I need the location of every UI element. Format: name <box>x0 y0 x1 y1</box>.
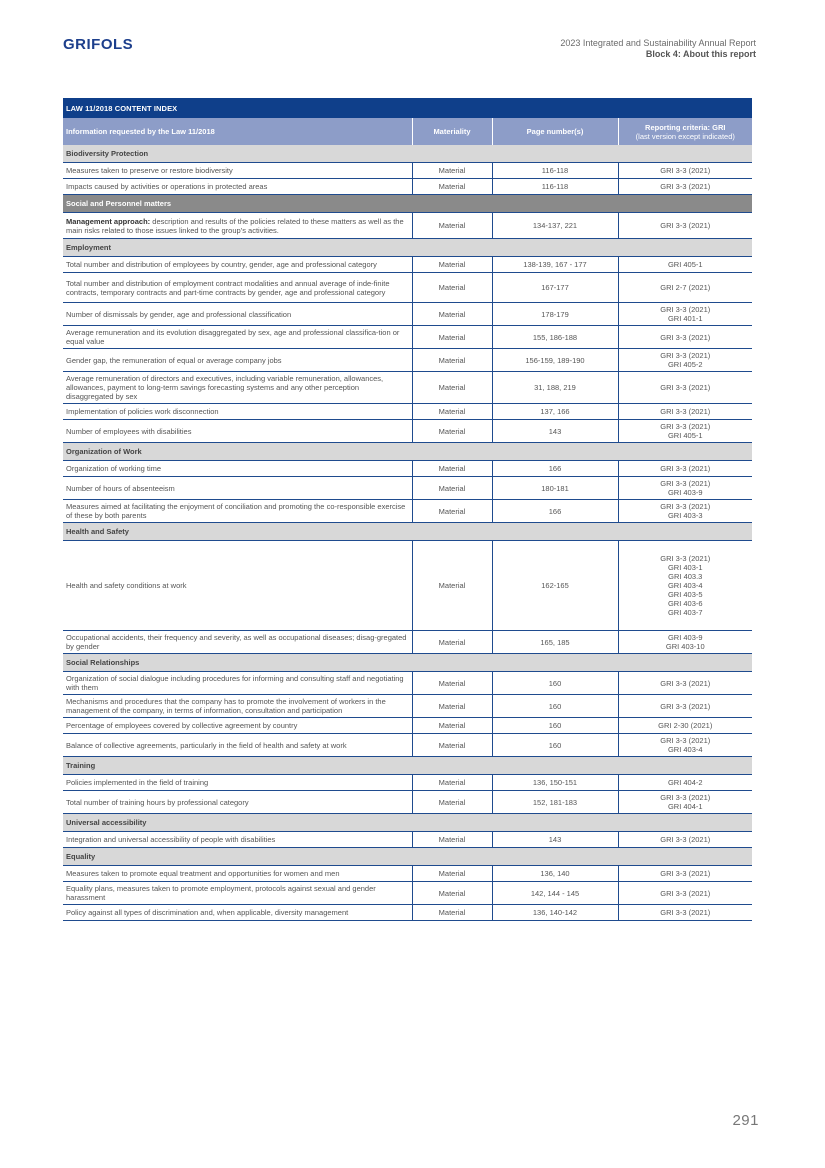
criteria-item: GRI 3-3 (2021) <box>660 835 711 844</box>
table-row <box>63 734 752 757</box>
info-text: Organization of working time <box>66 464 162 473</box>
section-title: Equality <box>63 848 752 866</box>
criteria-item: GRI 403-3 <box>667 511 703 520</box>
cell-materiality: Material <box>412 500 492 523</box>
criteria-item: GRI 403-7 <box>667 608 703 617</box>
info-text: Policies implemented in the field of training <box>66 778 209 787</box>
info-text: Implementation of policies work disconnection <box>66 407 219 416</box>
cell-criteria <box>618 882 752 905</box>
table-row <box>63 326 752 349</box>
criteria-item: GRI 403.3 <box>668 572 703 581</box>
cell-criteria <box>618 273 752 303</box>
criteria-item: GRI 403-5 <box>667 590 703 599</box>
info-text: Total number and distribution of employees by country, gender, age and professional category <box>66 260 377 269</box>
info-bold-label: Management approach: <box>66 216 151 226</box>
cell-info <box>63 213 412 239</box>
criteria-item: GRI 404-2 <box>667 778 703 787</box>
cell-pages: 160 <box>492 718 618 734</box>
col-header-criteria <box>618 118 752 145</box>
criteria-item: GRI 3-3 (2021) <box>660 678 711 688</box>
cell-materiality: Material <box>412 832 492 848</box>
section-header <box>63 654 752 672</box>
section-title: Social Relationships <box>63 654 752 672</box>
cell-criteria <box>618 541 752 631</box>
col-header-pages: Page number(s) <box>492 118 618 145</box>
cell-info <box>63 372 412 404</box>
info-text: Integration and universal accessibility of people with disabilities <box>66 835 276 844</box>
criteria-item: GRI 3-3 (2021) <box>660 888 711 898</box>
criteria-item: GRI 3-3 (2021) <box>660 351 711 360</box>
cell-info <box>63 866 412 882</box>
criteria-item: GRI 403-4 <box>667 745 703 754</box>
table-row <box>63 179 752 195</box>
cell-criteria <box>618 213 752 239</box>
info-text: Policy against all types of discrimination and, when applicable, diversity management <box>66 908 349 917</box>
cell-pages: 143 <box>492 420 618 443</box>
cell-criteria <box>618 500 752 523</box>
cell-materiality: Material <box>412 631 492 654</box>
cell-info <box>63 303 412 326</box>
info-text: Mechanisms and procedures that the company has to promote the involvement of workers in the management of the company, in terms of information, consultation and participation <box>66 697 386 715</box>
cell-info <box>63 718 412 734</box>
cell-info <box>63 775 412 791</box>
section-header <box>63 848 752 866</box>
cell-pages: 166 <box>492 461 618 477</box>
cell-criteria <box>618 163 752 179</box>
cell-criteria <box>618 695 752 718</box>
table-row <box>63 832 752 848</box>
cell-info <box>63 832 412 848</box>
cell-info <box>63 273 412 303</box>
criteria-item: GRI 3-3 (2021) <box>660 166 711 175</box>
info-text: Impacts caused by activities or operations in protected areas <box>66 182 268 191</box>
cell-criteria <box>618 326 752 349</box>
section-title: Biodiversity Protection <box>63 145 752 163</box>
info-text: description and results of the policies related to these matters as well as the main risks related to those issues linked to the group’s activities. <box>66 216 404 235</box>
table-row <box>63 718 752 734</box>
cell-criteria <box>618 257 752 273</box>
section-title: Training <box>63 757 752 775</box>
cell-criteria <box>618 866 752 882</box>
cell-info <box>63 882 412 905</box>
criteria-item: GRI 403-6 <box>667 599 703 608</box>
section-header <box>63 523 752 541</box>
table-row <box>63 672 752 695</box>
cell-pages: 167-177 <box>492 273 618 303</box>
cell-criteria <box>618 179 752 195</box>
info-text: Percentage of employees covered by collective agreement by country <box>66 721 298 730</box>
page-number: 291 <box>732 1112 759 1129</box>
table-row <box>63 905 752 921</box>
table-row <box>63 541 752 631</box>
cell-materiality: Material <box>412 372 492 404</box>
table-row <box>63 420 752 443</box>
cell-pages: 160 <box>492 695 618 718</box>
cell-pages: 138-139, 167 - 177 <box>492 257 618 273</box>
criteria-item: GRI 3-3 (2021) <box>660 793 711 802</box>
criteria-item: GRI 3-3 (2021) <box>660 554 711 563</box>
cell-info <box>63 477 412 500</box>
cell-criteria <box>618 404 752 420</box>
criteria-item: GRI 3-3 (2021) <box>660 383 711 392</box>
info-text: Organization of social dialogue including procedures for informing and consulting staff and negotiating with them <box>66 674 404 692</box>
table-row <box>63 866 752 882</box>
section-title: Social and Personnel matters <box>63 195 752 213</box>
cell-pages: 155, 186-188 <box>492 326 618 349</box>
cell-materiality: Material <box>412 791 492 814</box>
cell-info <box>63 420 412 443</box>
cell-info <box>63 631 412 654</box>
section-header <box>63 145 752 163</box>
criteria-item: GRI 3-3 (2021) <box>660 701 711 711</box>
table-row <box>63 791 752 814</box>
section-title: Employment <box>63 239 752 257</box>
cell-materiality: Material <box>412 541 492 631</box>
table-title: LAW 11/2018 CONTENT INDEX <box>63 98 752 118</box>
cell-info <box>63 404 412 420</box>
cell-criteria <box>618 477 752 500</box>
cell-materiality: Material <box>412 477 492 500</box>
cell-criteria <box>618 303 752 326</box>
cell-criteria <box>618 718 752 734</box>
criteria-item: GRI 3-3 (2021) <box>660 464 711 473</box>
criteria-item: GRI 3-3 (2021) <box>660 869 711 878</box>
cell-info <box>63 500 412 523</box>
cell-pages: 178-179 <box>492 303 618 326</box>
cell-materiality: Material <box>412 734 492 757</box>
criteria-item: GRI 403-9 <box>667 633 703 642</box>
cell-info <box>63 349 412 372</box>
criteria-item: GRI 401-1 <box>667 314 703 323</box>
criteria-item: GRI 3-3 (2021) <box>660 221 711 230</box>
cell-pages: 136, 140 <box>492 866 618 882</box>
cell-info <box>63 461 412 477</box>
section-title: Universal accessibility <box>63 814 752 832</box>
cell-pages: 162-165 <box>492 541 618 631</box>
cell-materiality: Material <box>412 163 492 179</box>
cell-materiality: Material <box>412 695 492 718</box>
criteria-item: GRI 403-4 <box>667 581 703 590</box>
cell-materiality: Material <box>412 326 492 349</box>
criteria-item: GRI 405-2 <box>667 360 703 369</box>
cell-pages: 156-159, 189-190 <box>492 349 618 372</box>
report-header <box>560 38 756 60</box>
cell-criteria <box>618 734 752 757</box>
table-row <box>63 695 752 718</box>
cell-pages: 116-118 <box>492 179 618 195</box>
info-text: Measures taken to preserve or restore biodiversity <box>66 166 233 175</box>
table-row <box>63 349 752 372</box>
cell-info <box>63 257 412 273</box>
info-text: Gender gap, the remuneration of equal or average company jobs <box>66 355 282 365</box>
criteria-item: GRI 403-10 <box>665 642 705 651</box>
table-row <box>63 257 752 273</box>
section-header <box>63 814 752 832</box>
table-body <box>63 145 752 921</box>
criteria-item: GRI 405-1 <box>667 431 703 440</box>
cell-pages: 165, 185 <box>492 631 618 654</box>
cell-info <box>63 541 412 631</box>
info-text: Average remuneration of directors and executives, including variable remuneration, allowances, allowances, payment to long-term savings forecasting systems and any other perception disaggregated by sex <box>66 374 384 401</box>
info-text: Occupational accidents, their frequency and severity, as well as occupational diseases; disag-gregated by gender <box>66 633 407 651</box>
cell-materiality: Material <box>412 420 492 443</box>
cell-materiality: Material <box>412 257 492 273</box>
cell-materiality: Material <box>412 404 492 420</box>
table-row <box>63 477 752 500</box>
cell-pages: 134-137, 221 <box>492 213 618 239</box>
section-header <box>63 239 752 257</box>
section-title: Organization of Work <box>63 443 752 461</box>
table-row <box>63 631 752 654</box>
table-row <box>63 461 752 477</box>
criteria-item: GRI 405-1 <box>667 260 703 269</box>
criteria-item: GRI 404-1 <box>667 802 703 811</box>
law-content-index-table <box>63 98 752 921</box>
cell-info <box>63 905 412 921</box>
cell-pages: 31, 188, 219 <box>492 372 618 404</box>
criteria-item: GRI 3-3 (2021) <box>660 736 711 745</box>
criteria-item: GRI 3-3 (2021) <box>660 305 711 314</box>
criteria-item: GRI 3-3 (2021) <box>660 502 711 511</box>
cell-info <box>63 734 412 757</box>
block-title: Block 4: About this report <box>645 49 756 59</box>
cell-pages: 136, 140-142 <box>492 905 618 921</box>
table-row <box>63 404 752 420</box>
cell-criteria <box>618 672 752 695</box>
cell-materiality: Material <box>412 866 492 882</box>
criteria-item: GRI 2-7 (2021) <box>660 283 711 292</box>
info-text: Average remuneration and its evolution disaggregated by sex, age and professional classifica-tion or equal value <box>66 328 400 346</box>
info-text: Measures aimed at facilitating the enjoyment of conciliation and promoting the co-responsible exercise of these by both parents <box>66 502 406 520</box>
cell-materiality: Material <box>412 349 492 372</box>
cell-materiality: Material <box>412 905 492 921</box>
criteria-item: GRI 3-3 (2021) <box>660 908 711 917</box>
info-text: Number of dismissals by gender, age and professional classification <box>66 309 292 319</box>
info-text: Total number of training hours by professional category <box>66 797 249 807</box>
cell-pages: 180-181 <box>492 477 618 500</box>
report-title: 2023 Integrated and Sustainability Annual Report <box>560 38 756 48</box>
table-row <box>63 273 752 303</box>
criteria-header-label: Reporting criteria: GRI <box>645 122 726 132</box>
cell-pages: 160 <box>492 734 618 757</box>
info-text: Health and safety conditions at work <box>66 581 187 590</box>
table-row <box>63 882 752 905</box>
cell-criteria <box>618 372 752 404</box>
cell-criteria <box>618 905 752 921</box>
cell-materiality: Material <box>412 882 492 905</box>
cell-materiality: Material <box>412 461 492 477</box>
criteria-header-sub: (last version except indicated) <box>635 131 735 141</box>
cell-materiality: Material <box>412 179 492 195</box>
section-header <box>63 757 752 775</box>
cell-info <box>63 791 412 814</box>
cell-criteria <box>618 775 752 791</box>
cell-info <box>63 695 412 718</box>
cell-pages: 142, 144 - 145 <box>492 882 618 905</box>
cell-materiality: Material <box>412 303 492 326</box>
table-row <box>63 372 752 404</box>
cell-materiality: Material <box>412 273 492 303</box>
cell-info <box>63 163 412 179</box>
criteria-item: GRI 403-9 <box>667 488 703 497</box>
criteria-item: GRI 3-3 (2021) <box>660 479 711 488</box>
info-text: Measures taken to promote equal treatment and opportunities for women and men <box>66 869 340 878</box>
cell-info <box>63 179 412 195</box>
table-row <box>63 775 752 791</box>
col-header-info: Information requested by the Law 11/2018 <box>63 118 412 145</box>
cell-materiality: Material <box>412 775 492 791</box>
table-row <box>63 303 752 326</box>
cell-info <box>63 672 412 695</box>
cell-criteria <box>618 461 752 477</box>
cell-criteria <box>618 349 752 372</box>
criteria-item: GRI 3-3 (2021) <box>660 182 711 191</box>
cell-criteria <box>618 791 752 814</box>
section-header <box>63 443 752 461</box>
cell-criteria <box>618 420 752 443</box>
criteria-item: GRI 2-30 (2021) <box>658 721 713 730</box>
cell-pages: 136, 150-151 <box>492 775 618 791</box>
col-header-materiality: Materiality <box>412 118 492 145</box>
cell-pages: 152, 181-183 <box>492 791 618 814</box>
cell-pages: 166 <box>492 500 618 523</box>
cell-pages: 137, 166 <box>492 404 618 420</box>
cell-pages: 116-118 <box>492 163 618 179</box>
table-row <box>63 163 752 179</box>
cell-pages: 143 <box>492 832 618 848</box>
info-text: Number of hours of absenteeism <box>66 483 175 493</box>
cell-materiality: Material <box>412 718 492 734</box>
criteria-item: GRI 403-1 <box>667 563 703 572</box>
info-text: Balance of collective agreements, particularly in the field of health and safety at work <box>66 740 347 750</box>
cell-criteria <box>618 832 752 848</box>
grifols-logo: GRIFOLS <box>63 36 134 53</box>
cell-info <box>63 326 412 349</box>
info-text: Equality plans, measures taken to promote employment, protocols against sexual and gender harassment <box>66 884 376 902</box>
section-title: Health and Safety <box>63 523 752 541</box>
section-header <box>63 195 752 213</box>
cell-pages: 160 <box>492 672 618 695</box>
criteria-item: GRI 3-3 (2021) <box>660 332 711 342</box>
cell-materiality: Material <box>412 672 492 695</box>
info-text: Number of employees with disabilities <box>66 426 192 436</box>
criteria-item: GRI 3-3 (2021) <box>660 422 711 431</box>
criteria-item: GRI 3-3 (2021) <box>660 407 711 416</box>
cell-criteria <box>618 631 752 654</box>
table-row <box>63 213 752 239</box>
table-row <box>63 500 752 523</box>
cell-materiality: Material <box>412 213 492 239</box>
info-text: Total number and distribution of employment contract modalities and annual average of inde-finite contracts, temporary contracts and part-time contracts by gender, age and professional category <box>66 278 390 297</box>
